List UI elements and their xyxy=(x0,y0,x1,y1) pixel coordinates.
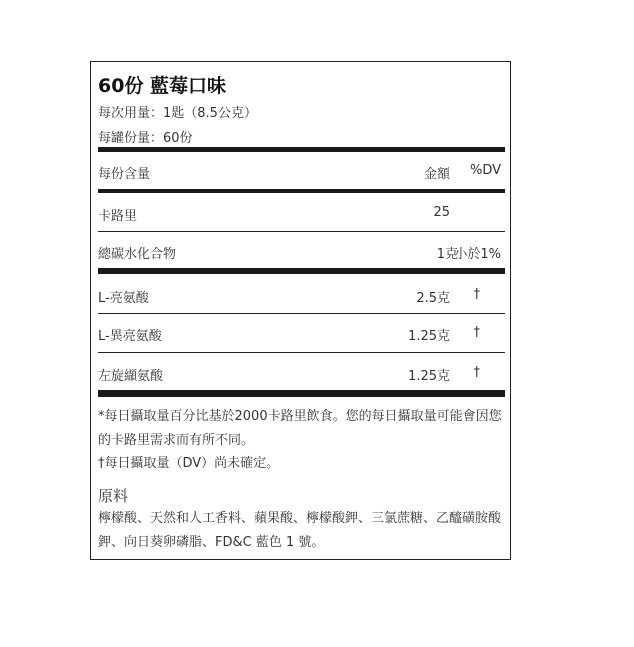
nutrition-facts-panel xyxy=(90,61,511,560)
nutrient-amount: 2.5克 xyxy=(416,291,450,306)
divider-thin xyxy=(98,313,505,314)
nutrient-amount: 1.25克 xyxy=(408,369,450,384)
footnote-dagger: †每日攝取量（DV）尚未確定。 xyxy=(98,456,280,471)
header-dv: %DV xyxy=(469,163,501,178)
nutrient-name: 總碳水化合物 xyxy=(98,247,177,262)
nutrient-name: L-異亮氨酸 xyxy=(98,329,162,344)
nutrient-amount: 1.25克 xyxy=(408,329,450,344)
nutrient-name: 左旋纈氨酸 xyxy=(98,369,164,384)
nutrient-dv: † xyxy=(473,365,480,380)
serving-size: 每次用量：1匙（8.5公克） xyxy=(98,106,257,121)
divider-thick xyxy=(98,189,505,193)
nutrient-name: L-亮氨酸 xyxy=(98,291,149,306)
divider-thick xyxy=(98,390,505,397)
nutrient-amount: 1克 xyxy=(436,247,458,262)
nutrient-amount: 25 xyxy=(433,205,450,220)
ingredients-list: 檸檬酸、天然和人工香料、蘋果酸、檸檬酸鉀、三氯蔗糖、乙醯磺胺酸鉀、向日葵卵磷脂、FD&C 藍色 1 號。 xyxy=(98,511,502,550)
nutrient-dv: 小於1% xyxy=(454,247,501,262)
nutrient-dv: † xyxy=(473,325,480,340)
header-amount: 金額 xyxy=(423,167,450,182)
nutrient-name: 卡路里 xyxy=(98,209,138,224)
divider-thin xyxy=(98,352,505,353)
servings-per-container: 每罐份量：60份 xyxy=(98,131,193,146)
label-title: 60份 藍莓口味 xyxy=(98,75,227,97)
ingredients-heading: 原料 xyxy=(98,487,129,505)
footnote-daily-value: *每日攝取量百分比基於2000卡路里飲食。您的每日攝取量可能會因您的卡路里需求而有所不同。 xyxy=(98,409,502,448)
divider-thin xyxy=(98,231,505,232)
nutrient-dv: † xyxy=(473,287,480,302)
divider-thick xyxy=(98,147,505,152)
header-per-serving: 每份含量 xyxy=(98,167,151,182)
divider-thick xyxy=(98,268,505,274)
